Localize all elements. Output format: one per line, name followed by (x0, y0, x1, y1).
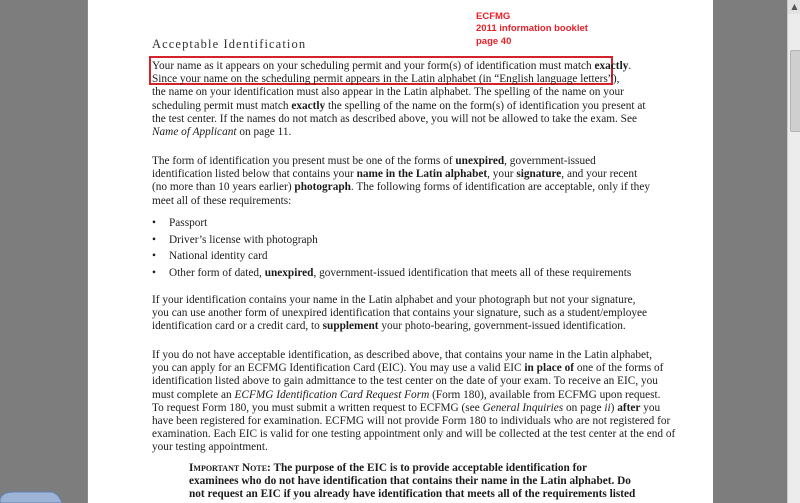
text-run: , and your recent (561, 168, 638, 181)
bullet-icon: • (152, 267, 156, 280)
list-item (152, 234, 631, 251)
text-line (152, 126, 622, 139)
text-line (152, 155, 622, 168)
text-line (152, 388, 661, 402)
text-line: examinees who do not have identification that contains their name in the Latin alphabet. Do (189, 475, 631, 488)
text-run: ECFMG Identification Card Request Form (234, 388, 430, 401)
text-run: on page 11. (236, 126, 292, 139)
text-run: General Inquiries (482, 401, 564, 414)
annotation-line: page 40 (476, 35, 512, 47)
viewer-left-gutter (0, 0, 87, 503)
text-run: after (617, 401, 641, 414)
text-run: supplement (322, 320, 379, 333)
text-line (152, 168, 638, 181)
acceptable-id-list (152, 217, 631, 284)
text-run: scheduling permit must match (152, 99, 292, 112)
list-item-text: unexpired (264, 267, 314, 280)
annotation-line: ECFMG (476, 11, 511, 22)
text-line (152, 401, 661, 415)
text-run: ) (610, 401, 618, 414)
text-run: , government-issued (504, 155, 596, 167)
text-run: photograph (294, 181, 351, 194)
text-run: Your name as it appears on your scheduling permit and your form(s) of identification must match (152, 60, 595, 72)
text-run: exactly (594, 60, 629, 72)
list-item (152, 217, 631, 234)
scroll-thumb[interactable] (790, 50, 800, 132)
text-line (189, 462, 619, 475)
text-run: one of the forms of (574, 362, 664, 375)
text-line (152, 60, 632, 73)
text-run: The form of identification you present must be one of the forms of (152, 155, 456, 167)
text-run: your photo-bearing, government-issued identification. (378, 320, 626, 333)
bullet-icon: • (152, 250, 156, 263)
text-line: your testing appointment. (152, 441, 268, 454)
text-line: If your identification contains your name in the Latin alphabet and your photograph but not your signature, (152, 294, 636, 306)
text-line (152, 320, 626, 333)
text-run: exactly (291, 99, 326, 112)
list-item-text: , government-issued identification that meets all of these requirements (313, 267, 632, 280)
annotation-source-note (476, 11, 588, 48)
viewer-right-gutter (713, 0, 787, 503)
text-line (152, 99, 646, 113)
text-run: To request Form 180, you must submit a written request to ECFMG (see (152, 401, 483, 414)
section-title: Acceptable Identification (152, 37, 307, 51)
text-run: unexpired (455, 155, 505, 167)
text-run: on page (563, 401, 605, 414)
text-run: identification card or a credit card, to (152, 320, 323, 333)
text-run: , your (487, 168, 517, 181)
text-line: the test center. If the names do not match as described above, you will not be allowed to take the exam. See (152, 112, 637, 125)
text-line: you can use another form of unexpired identification that contains your signature, such as a student/employee (152, 307, 648, 320)
scroll-up-arrow-icon[interactable]: ▲ (788, 0, 800, 14)
text-line: not request an EIC if you already have identification that meets all of the requirements listed (189, 488, 636, 501)
text-line (152, 181, 650, 194)
text-line: Since your name on the scheduling permit appears in the Latin alphabet (in “English language letters”), (152, 73, 620, 86)
text-run: signature (516, 168, 562, 181)
window-corner-icon (0, 488, 62, 503)
bullet-icon: • (152, 217, 156, 229)
bullet-icon: • (152, 233, 156, 246)
text-line (152, 362, 664, 375)
paragraph-id-forms (152, 155, 650, 208)
text-run: (Form 180), available from ECFMG upon request. (429, 388, 661, 401)
text-line: the name on your identification must also appear in the Latin alphabet. The spelling of the name on your (152, 86, 624, 99)
annotation-line: 2011 information booklet (476, 23, 588, 35)
text-run: . (628, 60, 632, 72)
vertical-scrollbar[interactable] (787, 0, 800, 503)
list-item-text: Passport (169, 217, 208, 229)
list-item (152, 267, 631, 284)
document-page (88, 0, 713, 503)
paragraph-eic (152, 349, 676, 455)
text-run: in place of (524, 362, 575, 375)
text-run: Name of Applicant (152, 126, 237, 139)
paragraph-name-matching (152, 60, 646, 139)
text-line: examination. Each EIC is valid for one testing appointment only and will be collected at the test center at the end of (152, 428, 676, 441)
text-line: meet all of these requirements: (152, 194, 292, 207)
paragraph-signature-supplement (152, 294, 648, 334)
text-run: (no more than 10 years earlier) (152, 181, 295, 194)
list-item-text: Driver’s license with photograph (169, 233, 318, 246)
list-item-text: Other form of dated, (169, 267, 265, 280)
text-run: name in the Latin alphabet (356, 168, 488, 181)
list-item (152, 250, 631, 267)
text-line: If you do not have acceptable identification, as described above, that contains your name in the Latin alphabet, (152, 349, 653, 361)
text-run: must complete an (152, 388, 235, 401)
text-line: have been registered for examination. ECFMG will not provide Form 180 to individuals who are not registered for (152, 415, 671, 428)
text-run: you can apply for an ECFMG Identification Card (EIC). You may use a valid EIC (152, 362, 525, 375)
note-label: Important Note: (189, 462, 271, 474)
list-item-text: National identity card (169, 250, 268, 263)
text-run: the spelling of the name on the form(s) of identification you present at (325, 99, 646, 112)
text-run: . The following forms of identification are acceptable, only if they (350, 181, 650, 194)
important-note (189, 462, 636, 502)
text-run: you (640, 401, 661, 414)
text-run: identification listed below that contains your (152, 168, 357, 181)
text-line: identification listed above to gain admittance to the test center on the date of your exam. To receive an EIC, you (152, 375, 658, 388)
text-run: ii (604, 401, 611, 414)
text-run: The purpose of the EIC is to provide acceptable identification for (270, 462, 588, 474)
